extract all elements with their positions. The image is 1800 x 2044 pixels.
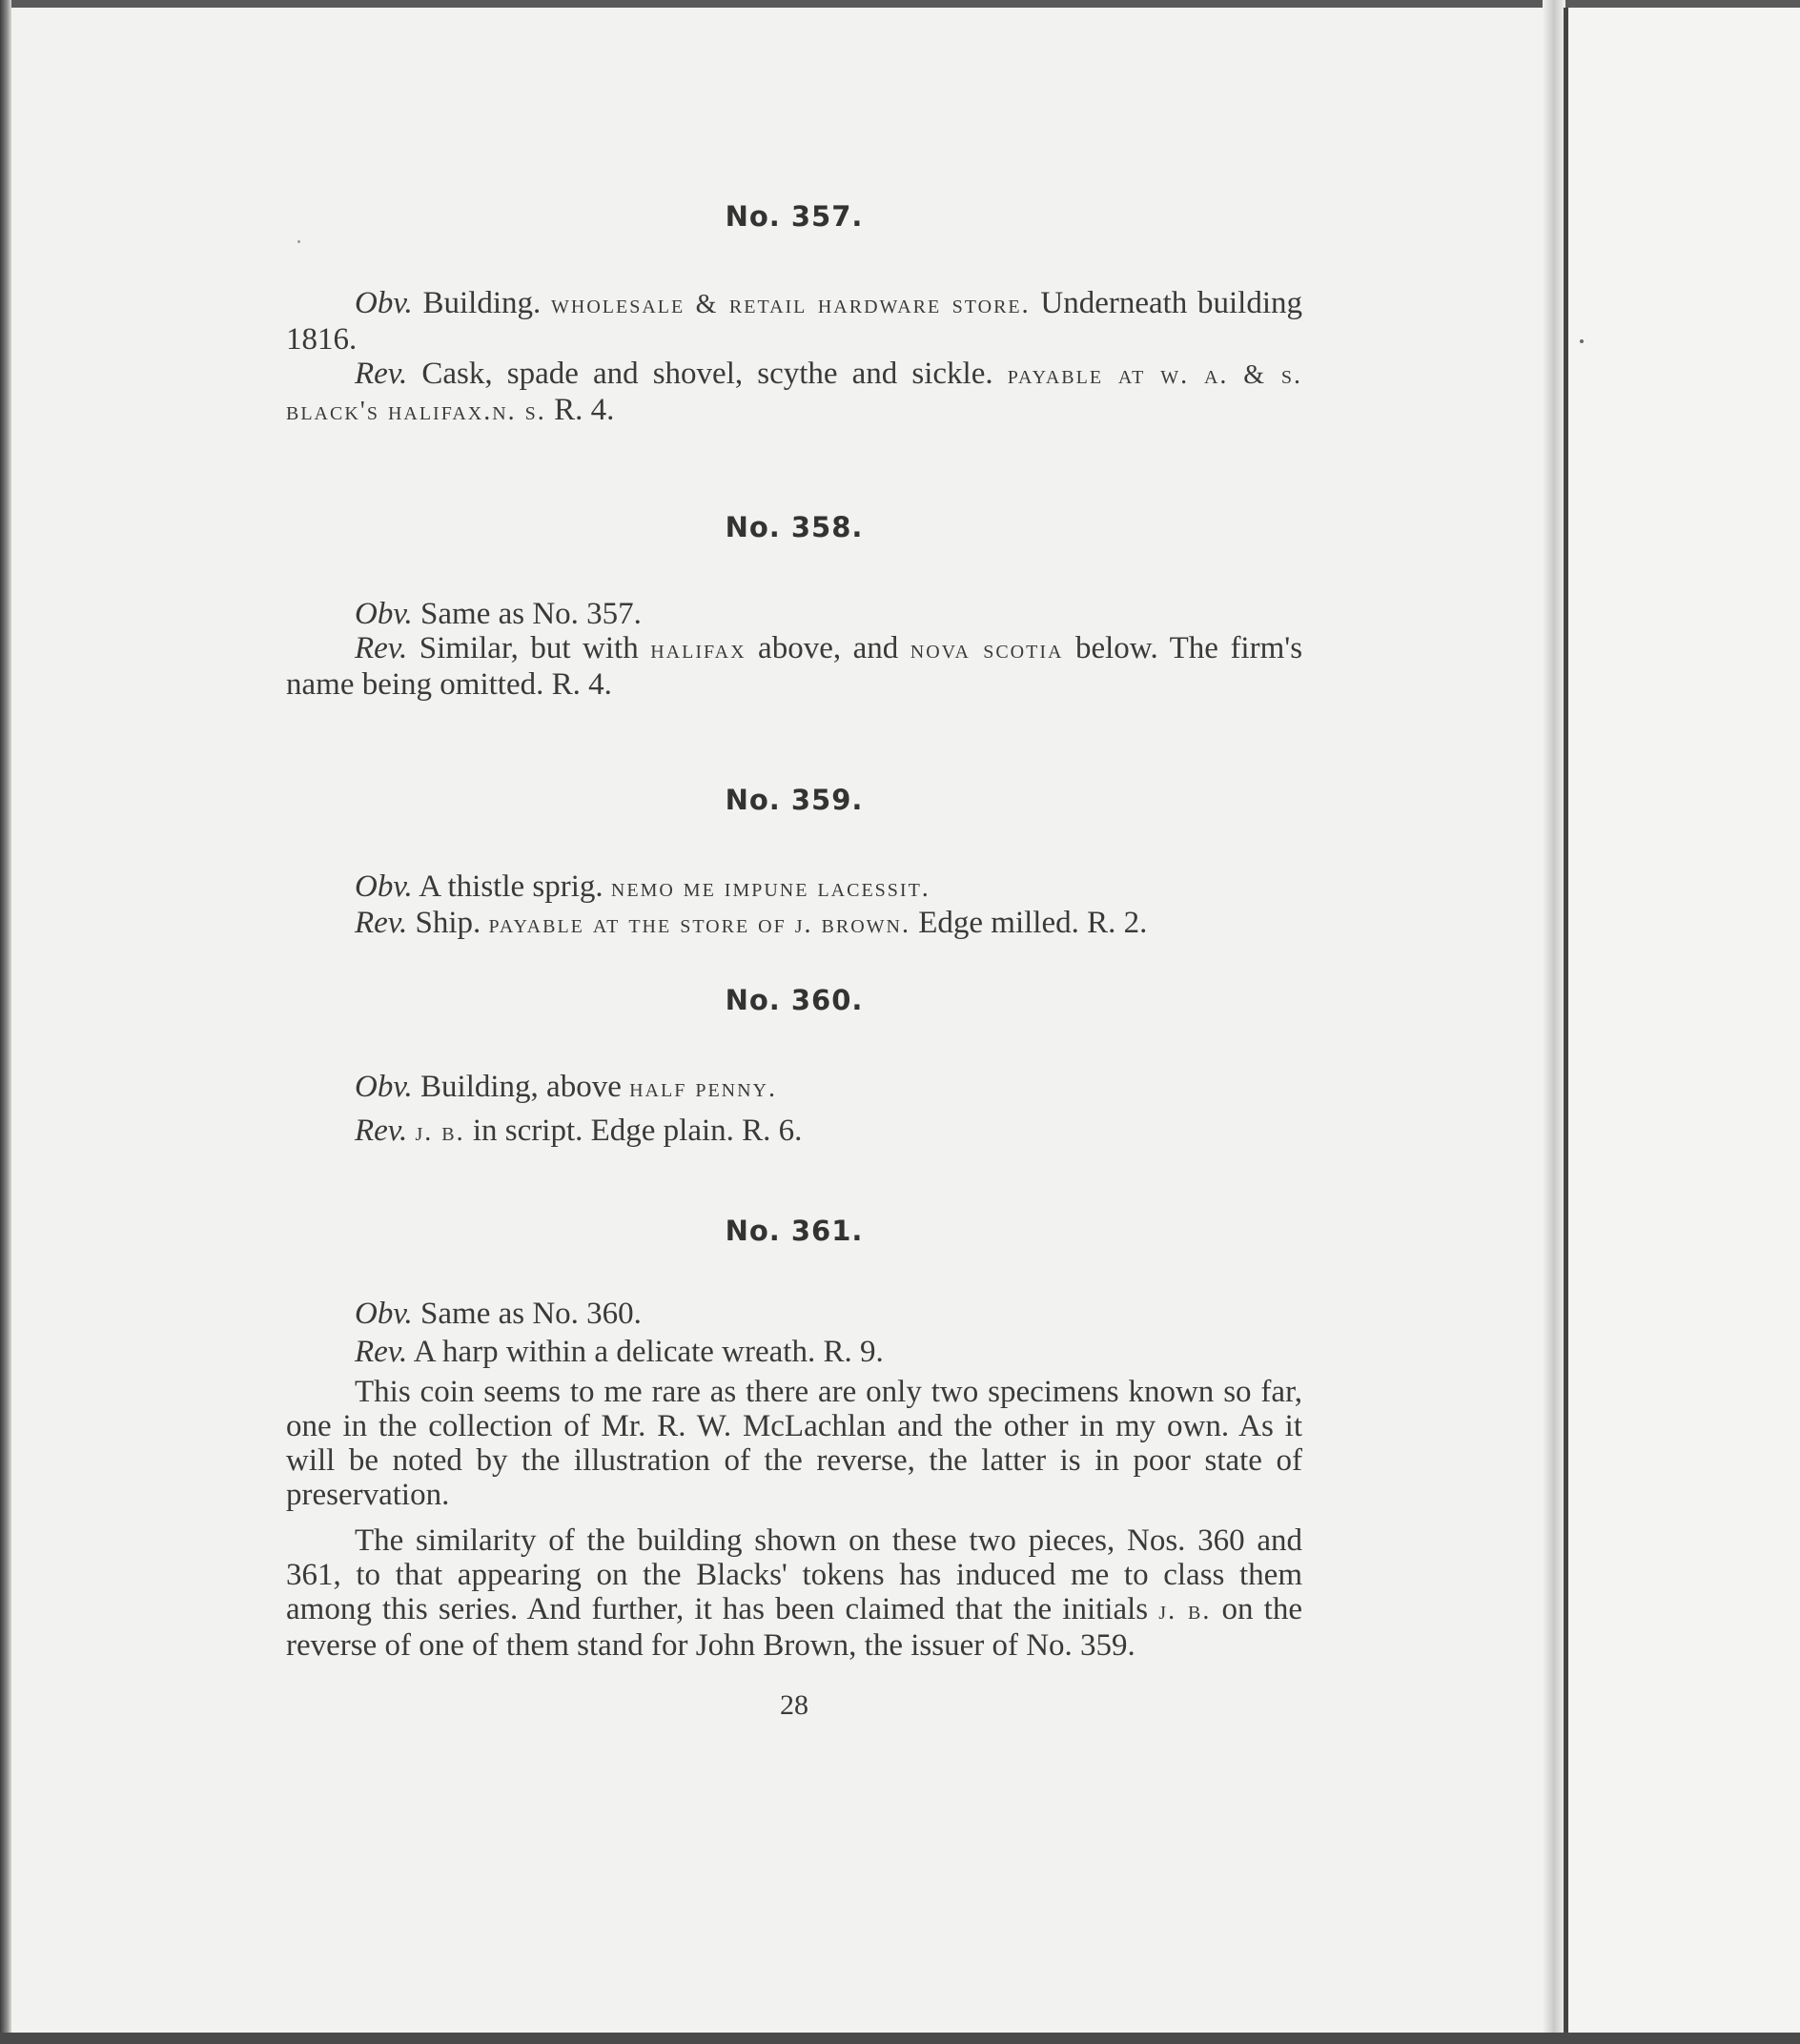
obverse-label: Obv. bbox=[355, 1297, 413, 1331]
note-legend: j. b. bbox=[1158, 1596, 1212, 1625]
page-number: 28 bbox=[780, 1689, 808, 1721]
gutter-shadow bbox=[1543, 0, 1565, 2044]
reverse-legend: j. b. bbox=[415, 1117, 465, 1147]
obverse-text: Building, above bbox=[420, 1070, 622, 1104]
facing-page bbox=[1568, 8, 1800, 2033]
obverse-text: A thistle sprig. bbox=[419, 869, 603, 904]
reverse-legend: payable at w. a. & s. black's halifax.n. s. bbox=[286, 360, 1303, 426]
reverse-label: Rev. bbox=[355, 906, 408, 940]
obverse-description bbox=[286, 869, 1302, 906]
reverse-label: Rev. bbox=[355, 631, 408, 665]
reverse-label: Rev. bbox=[355, 357, 408, 391]
entry-358 bbox=[286, 511, 1302, 702]
reverse-description bbox=[286, 631, 1302, 702]
obverse-description bbox=[286, 1070, 1302, 1106]
obverse-legend: nemo me impune lacessit. bbox=[610, 873, 931, 903]
obverse-description bbox=[286, 597, 1302, 631]
entry-heading: No. 359. bbox=[725, 784, 864, 816]
note-paragraph-2 bbox=[286, 1523, 1302, 1663]
note-text-2: on the reverse of one of them stand for John Brown, the issuer of No. 359. bbox=[286, 1592, 1302, 1663]
reverse-description bbox=[286, 906, 1302, 942]
scan-speck bbox=[1580, 339, 1584, 343]
reverse-description bbox=[286, 357, 1302, 429]
document-page bbox=[286, 200, 1302, 1722]
obverse-text: Same as No. 357. bbox=[420, 597, 642, 631]
obverse-label: Obv. bbox=[355, 597, 413, 631]
reverse-text-2: Edge milled. R. 2. bbox=[918, 906, 1148, 940]
rarity: R. 4. bbox=[554, 393, 615, 427]
reverse-text: in script. Edge plain. R. 6. bbox=[472, 1114, 803, 1148]
obverse-label: Obv. bbox=[355, 286, 413, 320]
entry-360 bbox=[286, 984, 1302, 1150]
obverse-legend: half penny. bbox=[629, 1073, 777, 1103]
note-paragraph: This coin seems to me rare as there are only two specimens known so far, one in the collection of Mr. R. W. McLachlan and the other in my own. As it will be noted by the illustration of the reverse, the latter is in poor state of preservation. bbox=[286, 1375, 1302, 1512]
reverse-legend: halifax bbox=[650, 635, 747, 664]
reverse-text: Ship. bbox=[415, 906, 481, 940]
note-text: The similarity of the building shown on these two pieces, Nos. 360 and 361, to that appearing on the Blacks' tokens has induced me to class them among this series. And further, it has been claimed that the initials bbox=[286, 1523, 1302, 1626]
reverse-text: Cask, spade and shovel, scythe and sickle. bbox=[421, 357, 993, 391]
obverse-label: Obv. bbox=[355, 869, 413, 904]
reverse-description bbox=[286, 1335, 1302, 1369]
obverse-legend: wholesale & retail hardware store. bbox=[551, 290, 1031, 319]
scan-edge-top bbox=[0, 0, 1800, 8]
entry-357 bbox=[286, 200, 1302, 429]
reverse-description bbox=[286, 1114, 1302, 1150]
reverse-text: Similar, but with bbox=[419, 631, 639, 665]
obverse-text: Same as No. 360. bbox=[420, 1297, 642, 1331]
entry-heading: No. 358. bbox=[725, 511, 864, 543]
obverse-label: Obv. bbox=[355, 1070, 413, 1104]
entry-heading: No. 361. bbox=[725, 1215, 864, 1247]
obverse-text: Building. bbox=[422, 286, 542, 320]
obverse-text-2: Underneath building 1816. bbox=[286, 286, 1303, 357]
entry-359 bbox=[286, 784, 1302, 942]
entry-heading: No. 360. bbox=[725, 984, 864, 1016]
reverse-legend: payable at the store of j. brown. bbox=[488, 910, 910, 939]
obverse-description bbox=[286, 286, 1302, 357]
reverse-label: Rev. bbox=[355, 1114, 408, 1148]
reverse-text-3: below. The firm's name being omitted. R. 4. bbox=[286, 631, 1303, 702]
scan-edge-left bbox=[0, 0, 11, 2044]
reverse-label: Rev. bbox=[355, 1335, 408, 1369]
scan-edge-bottom bbox=[0, 2033, 1800, 2044]
reverse-legend-2: nova scotia bbox=[910, 635, 1064, 664]
obverse-description bbox=[286, 1297, 1302, 1331]
reverse-text: A harp within a delicate wreath. R. 9. bbox=[413, 1335, 884, 1369]
reverse-text-2: above, and bbox=[758, 631, 899, 665]
entry-heading: No. 357. bbox=[725, 200, 864, 233]
entry-361 bbox=[286, 1215, 1302, 1663]
